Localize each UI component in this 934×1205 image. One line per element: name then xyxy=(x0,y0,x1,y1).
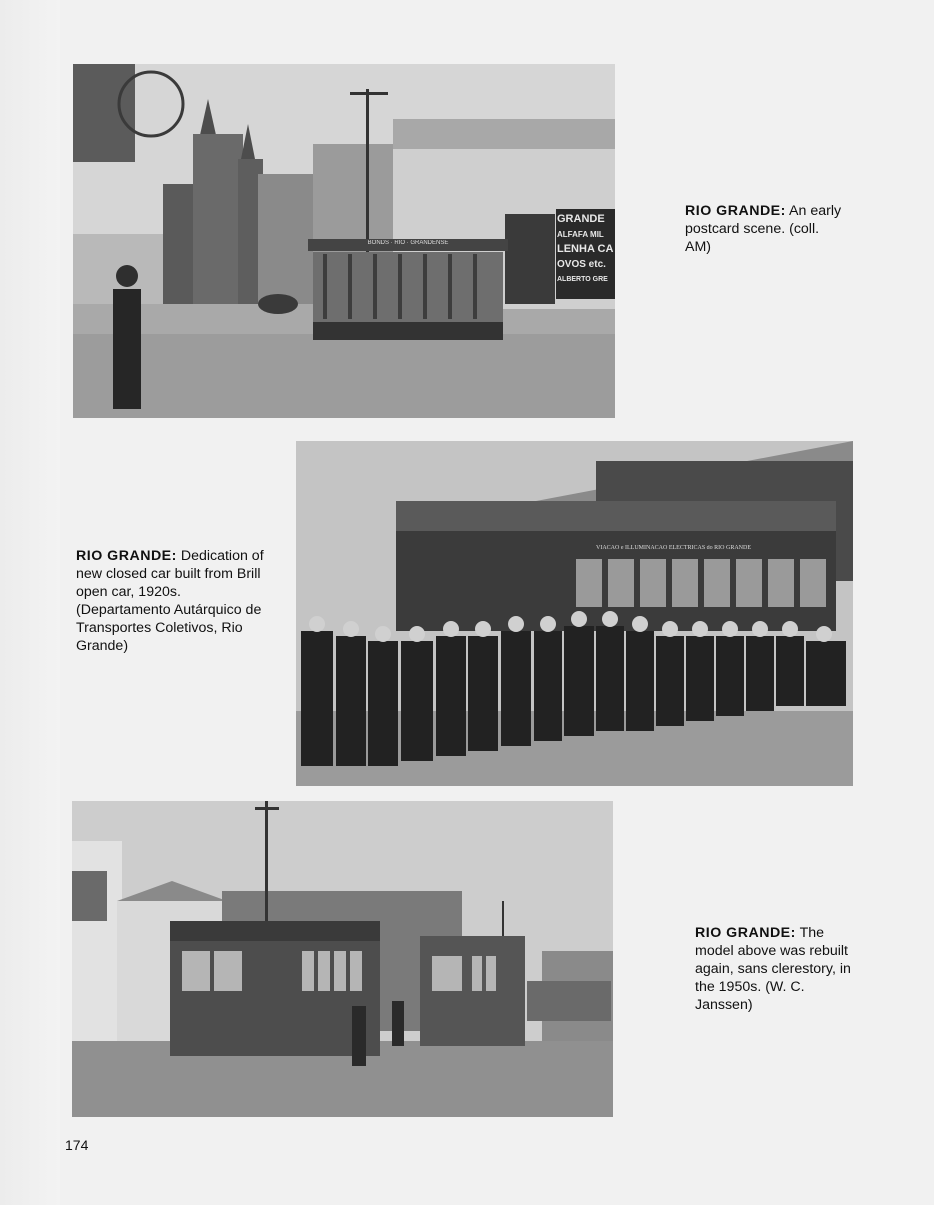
sign-line: GRANDE xyxy=(557,213,605,225)
sign-line: ALFAFA MIL xyxy=(557,230,604,239)
caption-title: RIO GRANDE: xyxy=(695,925,796,941)
sign-line: OVOS etc. xyxy=(557,259,606,270)
photo-rebuilt-trams-1950s xyxy=(72,801,613,1117)
caption-text: The model above was rebuilt again, sans clerestory, in the 1950s. (W. C. Janssen) xyxy=(695,925,851,1013)
caption-photo-2 xyxy=(76,547,272,655)
photo-postcard-scene xyxy=(73,64,615,418)
caption-photo-3 xyxy=(695,924,855,1014)
caption-text: An early postcard scene. (coll. AM) xyxy=(685,203,842,255)
caption-text: Dedication of new closed car built from Brill open car, 1920s. (Departamento Autárquico de Transportes Coletivos, Rio Grande) xyxy=(76,548,264,654)
caption-title: RIO GRANDE: xyxy=(685,203,786,219)
tram-destination-board: VIACAO e ILLUMINACAO ELECTRICAS do RIO GRANDE xyxy=(596,545,751,551)
page-number: 174 xyxy=(65,1137,89,1153)
sign-line: LENHA CA xyxy=(557,243,614,255)
caption-photo-1 xyxy=(685,202,845,256)
sign-line: ALBERTO GRE xyxy=(557,276,608,283)
page-edge-shade xyxy=(0,0,60,1205)
tram-destination-board: BONDS · RIO · GRANDENSE xyxy=(367,240,449,246)
photo-dedication-closed-car xyxy=(296,441,853,786)
caption-title: RIO GRANDE: xyxy=(76,548,177,564)
